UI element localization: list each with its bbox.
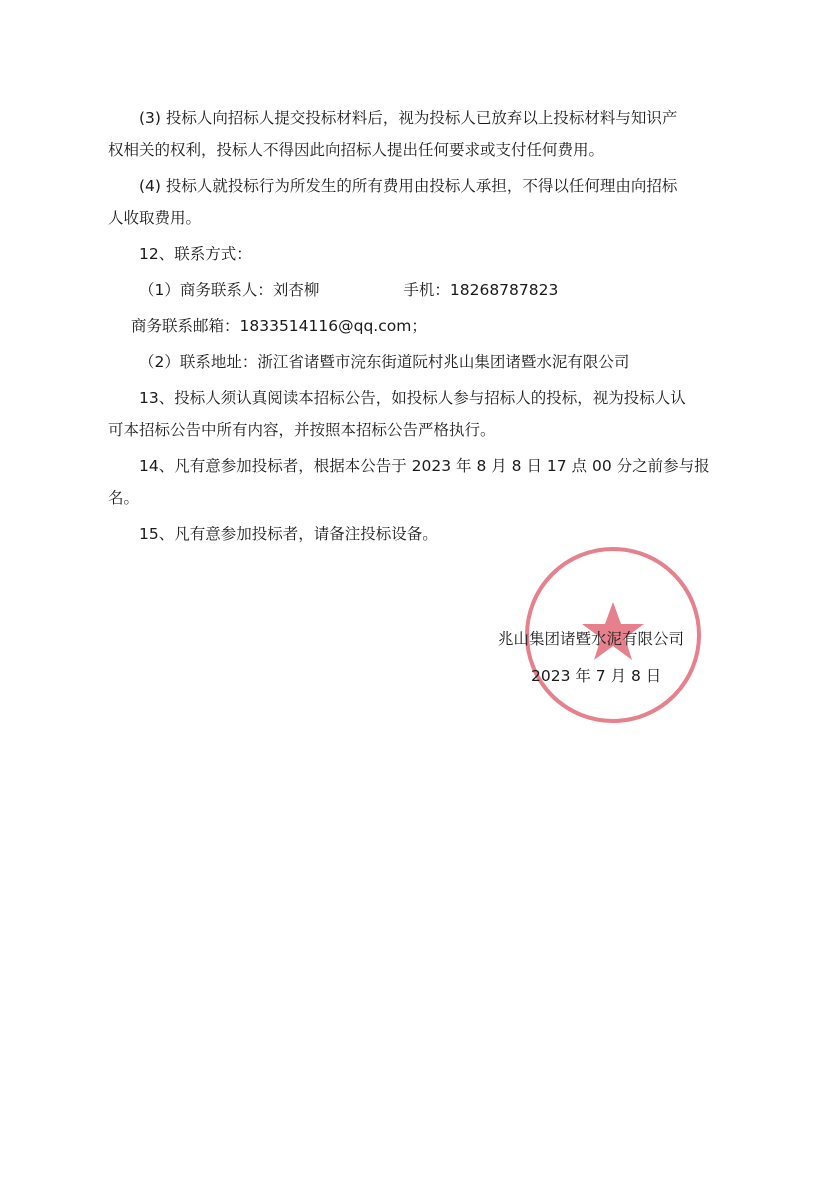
contact-1-phone: 手机：18268787823 [403,281,559,299]
paragraph-15: 15、凡有意参加投标者，请备注投标设备。 [139,525,438,543]
section-12-heading: 12、联系方式： [139,245,252,263]
paragraph-13-line-2: 可本招标公告中所有内容，并按照本招标公告严格执行。 [108,421,496,439]
contact-1-line [108,274,738,306]
paragraph-3-line-2: 权相关的权利，投标人不得因此向招标人提出任何要求或支付任何费用。 [108,141,605,159]
paragraph-4-line-1: (4) 投标人就投标行为所发生的所有费用由投标人承担，不得以任何理由向招标 [139,177,678,195]
contact-1-person: （1）商务联系人：刘杏柳 [139,281,320,299]
paragraph-14-line-1: 14、凡有意参加投标者，根据本公告于 2023 年 8 月 8 日 17 点 00 分之前参与报 [139,457,710,475]
body-text [108,102,738,550]
paragraph-13-line-1: 13、投标人须认真阅读本招标公告，如投标人参与招标人的投标，视为投标人认 [139,389,686,407]
paragraph-3-line-1: (3) 投标人向招标人提交投标材料后，视为投标人已放弃以上投标材料与知识产 [139,109,678,127]
contact-email: 商务联系邮箱：1833514116@qq.com； [131,317,427,335]
signature-date: 2023 年 7 月 8 日 [531,667,662,685]
contact-2-address: （2）联系地址：浙江省诸暨市浣东街道阮村兆山集团诸暨水泥有限公司 [139,353,630,371]
paragraph-14-line-2: 名。 [108,489,140,507]
paragraph-4-line-2: 人收取费用。 [108,209,202,227]
signature-company: 兆山集团诸暨水泥有限公司 [498,630,685,648]
